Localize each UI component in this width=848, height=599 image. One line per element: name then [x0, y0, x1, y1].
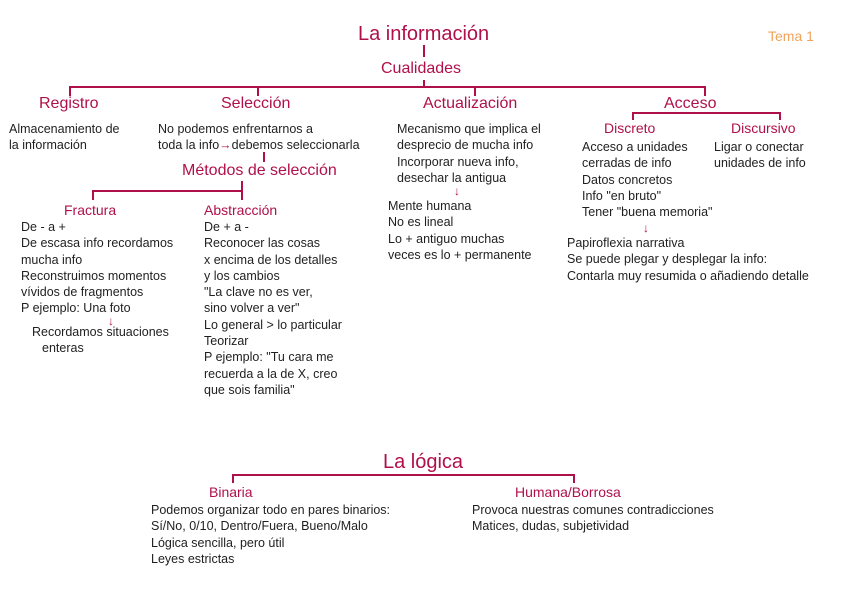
metodos-branch-bar — [92, 190, 242, 192]
text-line: No es lineal — [388, 215, 454, 230]
logica-title: La lógica — [383, 451, 464, 473]
fractura-heading: Fractura — [64, 202, 117, 218]
cualidades-heading: Cualidades — [381, 60, 462, 77]
text-line: Info "en bruto" — [582, 188, 662, 203]
text-line: P ejemplo: "Tu cara me — [204, 350, 334, 365]
actualizacion-result — [388, 198, 532, 263]
binaria-text — [151, 502, 390, 567]
logica-branch-bar — [232, 474, 574, 476]
arrow-down-icon: ↓ — [108, 314, 114, 328]
text-line: desechar la antigua — [397, 170, 507, 185]
text-line: Provoca nuestras comunes contradicciones — [472, 503, 714, 517]
discursivo-text — [714, 139, 806, 172]
main-title: La información — [358, 23, 490, 45]
fractura-result — [32, 324, 169, 357]
arrow-right-icon: → — [219, 138, 232, 153]
text-line — [158, 137, 360, 153]
seleccion-text — [158, 121, 360, 154]
text-line: Acceso a unidades — [582, 140, 688, 154]
text-line: y los cambios — [204, 268, 280, 283]
text-line: cerradas de info — [582, 156, 672, 171]
arrow-down-icon: ↓ — [643, 221, 649, 235]
text-line: sino volver a ver" — [204, 301, 300, 316]
acceso-result — [567, 235, 809, 284]
branch-humana — [573, 474, 575, 483]
text-line: x encima de los detalles — [204, 252, 338, 267]
text-line: Ligar o conectar — [714, 140, 804, 154]
branch-discreto — [632, 112, 634, 120]
text-line: Mente humana — [388, 199, 472, 213]
text-line: Lo + antiguo muchas — [388, 231, 505, 246]
text-line: Lógica sencilla, pero útil — [151, 535, 285, 550]
text-line: Datos concretos — [582, 172, 673, 187]
branch-fractura — [92, 190, 94, 200]
text-line: De - a + — [21, 220, 66, 234]
text-segment: toda la info — [158, 138, 220, 153]
text-line: Papiroflexia narrativa — [567, 236, 685, 250]
text-line: De escasa info recordamos — [21, 236, 174, 251]
acceso-branch-bar — [632, 112, 780, 114]
humana-text — [472, 502, 714, 535]
connector-title — [423, 45, 425, 57]
actualizacion-text — [397, 121, 541, 186]
text-line: Incorporar nueva info, — [397, 154, 519, 169]
humana-heading: Humana/Borrosa — [515, 484, 621, 500]
text-line: la información — [9, 138, 87, 153]
text-line: Se puede plegar y desplegar la info: — [567, 252, 768, 267]
branch-discursivo — [779, 112, 781, 120]
text-line: vívidos de fragmentos — [21, 285, 144, 300]
text-line: recuerda a la de X, creo — [204, 366, 338, 381]
text-line: enteras — [42, 341, 84, 356]
text-line: Leyes estrictas — [151, 551, 235, 566]
text-line: Mecanismo que implica el — [397, 122, 541, 136]
arrow-down-icon: ↓ — [454, 184, 460, 198]
text-line: Lo general > lo particular — [204, 317, 342, 332]
registro-heading: Registro — [39, 95, 99, 112]
text-line: veces es lo + permanente — [388, 247, 532, 262]
text-line: Podemos organizar todo en pares binarios: — [151, 503, 391, 517]
discreto-heading: Discreto — [604, 120, 656, 136]
text-line: Teorizar — [204, 334, 249, 349]
text-line: mucha info — [21, 252, 83, 267]
registro-text — [9, 121, 119, 154]
actualizacion-heading: Actualización — [423, 95, 518, 112]
seleccion-heading: Selección — [221, 95, 291, 112]
text-line: De + a - — [204, 220, 249, 234]
text-line: P ejemplo: Una foto — [21, 301, 131, 316]
text-line: Contarla muy resumida o añadiendo detalle — [567, 268, 809, 283]
text-line: Almacenamiento de — [9, 122, 120, 136]
discreto-text — [582, 139, 712, 220]
text-line: desprecio de mucha info — [397, 138, 534, 153]
abstraccion-text — [204, 219, 342, 398]
metodos-heading: Métodos de selección — [182, 162, 337, 179]
text-line: Matices, dudas, subjetividad — [472, 519, 630, 534]
text-line: Sí/No, 0/10, Dentro/Fuera, Bueno/Malo — [151, 519, 368, 534]
branch-binaria — [232, 474, 234, 483]
text-line: Recordamos situaciones — [32, 325, 169, 339]
quality-branch-bar — [69, 86, 705, 88]
text-line: unidades de info — [714, 156, 806, 171]
text-line: No podemos enfrentarnos a — [158, 122, 313, 136]
discursivo-heading: Discursivo — [731, 120, 796, 136]
tema-label: Tema 1 — [768, 28, 814, 44]
text-line: "La clave no es ver, — [204, 285, 313, 300]
text-line: Reconocer las cosas — [204, 236, 321, 251]
text-segment: debemos seleccionarla — [231, 138, 360, 153]
binaria-heading: Binaria — [209, 484, 253, 500]
acceso-heading: Acceso — [664, 95, 717, 112]
text-line: Reconstruimos momentos — [21, 268, 167, 283]
abstraccion-heading: Abstracción — [204, 202, 278, 218]
branch-abstraccion — [241, 181, 243, 200]
connector-metodos — [263, 152, 265, 162]
fractura-text — [21, 219, 173, 317]
text-line: Tener "buena memoria" — [582, 205, 713, 220]
text-line: que sois familia" — [204, 382, 295, 397]
